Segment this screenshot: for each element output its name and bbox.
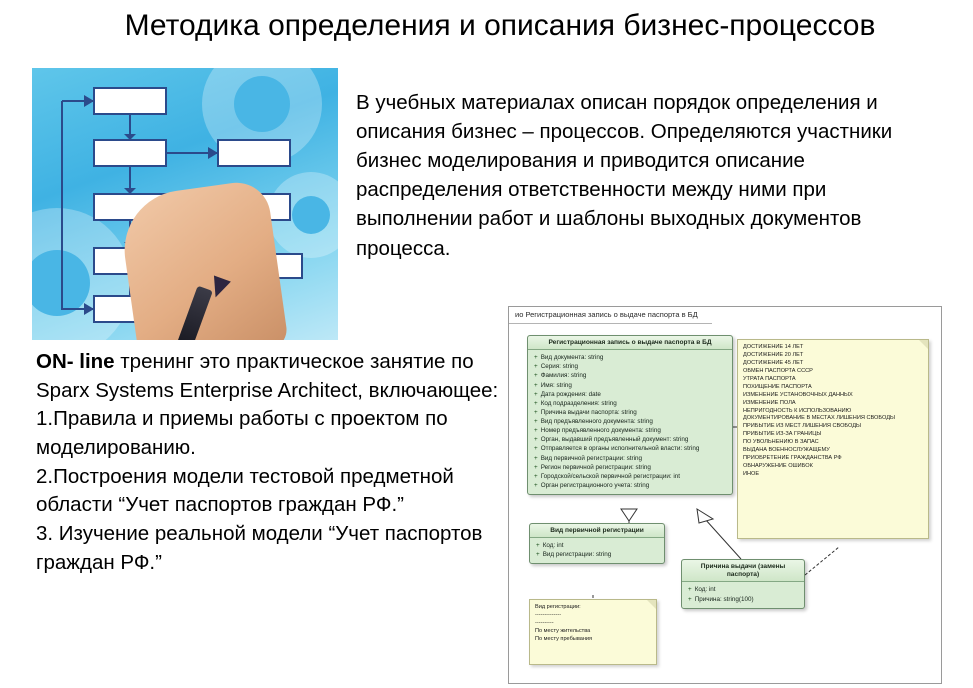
plus-icon: + [534, 363, 538, 371]
plus-icon: + [534, 381, 538, 389]
attribute-text: Код: int [542, 542, 564, 550]
note-line: ИЗМЕНЕНИЕ УСТАНОВОЧНЫХ ДАННЫХ [743, 391, 853, 398]
class-title: Регистрационная запись о выдаче паспорта в БД [548, 339, 712, 346]
list-item [688, 585, 800, 594]
note-line: По месту жительства [535, 627, 591, 634]
note-content [530, 600, 656, 648]
attribute-text: Орган, выдавший предъявленный документ: string [540, 436, 689, 444]
attribute-text: Имя: string [540, 381, 572, 389]
note-line: ПРИОБРЕТЕНИЕ ГРАЖДАНСТВА РФ [743, 455, 842, 462]
list-item [688, 595, 800, 604]
note-line: ДОКУМЕНТИРОВАНИЕ В МЕСТАХ ЛИШЕНИЯ СВОБОДЫ [743, 415, 895, 422]
plus-icon: + [534, 463, 538, 471]
note-line: ПРИБЫТИЕ ИЗ МЕСТ ЛИШЕНИЯ СВОБОДЫ [743, 423, 862, 430]
plus-icon: + [536, 551, 540, 559]
attribute-text: Вид регистрации: string [542, 551, 612, 559]
note-line: По месту пребывания [535, 635, 593, 642]
body-item-2: 2.Построения модели тестовой предметной области “Учет паспортов граждан РФ.” [36, 464, 454, 517]
list-item [534, 481, 728, 490]
attribute-text: Дата рождения: date [540, 390, 601, 398]
page-title: Методика определения и описания бизнес-процессов [124, 9, 876, 42]
list-item [536, 541, 660, 550]
body-item-3: 3. Изучение реальной модели “Учет паспортов граждан РФ.” [36, 522, 483, 574]
plus-icon: + [534, 408, 538, 416]
attribute-text: Городской/сельской первичной регистрации: int [540, 472, 681, 480]
list-item [534, 444, 728, 453]
attribute-text: Причина: string(100) [694, 595, 754, 603]
note-line: ПОХИЩЕНИЕ ПАСПОРТА [743, 383, 812, 390]
note-line: ОБНАРУЖЕНИЕ ОШИБОК [743, 463, 813, 470]
list-item [534, 353, 728, 362]
list-item [534, 399, 728, 408]
attribute-text: Орган регистрационного учета: string [540, 481, 650, 489]
note-line: -------------- [535, 611, 562, 618]
plus-icon: + [688, 586, 692, 594]
note-line: ДОСТИЖЕНИЕ 14 ЛЕТ [743, 344, 804, 350]
class-first-registration-type[interactable] [529, 523, 665, 564]
class-issue-reason[interactable] [681, 559, 805, 609]
note-line: ОБМЕН ПАСПОРТА СССР [743, 367, 813, 374]
class-header [530, 524, 664, 538]
list-item [534, 381, 728, 390]
class-attribute-list [528, 350, 732, 494]
note-line: УТРАТА ПАСПОРТА [743, 375, 796, 382]
plus-icon: + [534, 372, 538, 380]
note-line: ВЫДАНА ВОЕННОСЛУЖАЩЕМУ [743, 447, 830, 454]
attribute-text: Номер предъявленного документа: string [540, 427, 661, 435]
attribute-text: Вид первичной регистрации: string [540, 454, 643, 462]
body-text [36, 348, 506, 578]
attribute-text: Серия: string [540, 363, 579, 371]
plus-icon: + [534, 399, 538, 407]
plus-icon: + [534, 427, 538, 435]
class-attribute-list [682, 582, 804, 607]
list-item [534, 390, 728, 399]
list-item [534, 362, 728, 371]
body-item-1: 1.Правила и приемы работы с проектом по моделированию. [36, 407, 448, 460]
attribute-text: Отправляется в органы исполнительной власти: string [540, 445, 700, 453]
note-issue-reasons[interactable] [737, 339, 929, 539]
plus-icon: + [536, 542, 540, 550]
plus-icon: + [688, 595, 692, 603]
attribute-text: Код подразделения: string [540, 399, 617, 407]
attribute-text: Регион первичной регистрации: string [540, 463, 651, 471]
class-title: Вид первичной регистрации [550, 527, 644, 534]
body-lead-bold: ON- line [36, 350, 115, 373]
list-item [534, 408, 728, 417]
note-content [738, 340, 928, 483]
list-item [534, 463, 728, 472]
attribute-text: Вид предъявленного документа: string [540, 418, 653, 426]
diagram-tab[interactable]: ио Регистрационная запись о выдаче паспорта в БД [509, 307, 712, 324]
class-registration-record[interactable] [527, 335, 733, 495]
class-header [528, 336, 732, 350]
class-attribute-list [530, 538, 664, 563]
note-line: ДОСТИЖЕНИЕ 45 ЛЕТ [743, 359, 804, 366]
class-header [682, 560, 804, 582]
note-line: ИНОЕ [743, 471, 760, 477]
plus-icon: + [534, 418, 538, 426]
class-title: Причина выдачи (замены паспорта) [700, 563, 786, 579]
body-lead-rest: тренинг это практическое занятие по Sparx Systems Enterprise Architect, включающее: [36, 350, 499, 402]
list-item [534, 435, 728, 444]
plus-icon: + [534, 390, 538, 398]
body-lead [36, 348, 506, 405]
note-line: Вид регистрации: [535, 604, 581, 610]
plus-icon: + [534, 472, 538, 480]
attribute-text: Причина выдачи паспорта: string [540, 408, 637, 416]
list-item [534, 371, 728, 380]
attribute-text: Код: int [694, 586, 716, 594]
plus-icon: + [534, 436, 538, 444]
note-registration-kinds[interactable] [529, 599, 657, 665]
attribute-text: Фамилия: string [540, 372, 587, 380]
plus-icon: + [534, 354, 538, 362]
intro-paragraph: В учебных материалах описан порядок определения и описания бизнес – процессов. Определяются участники бизнес моделирования и приводится описание распределения ответственности между ними при выполнении работ и шаблоны выходных документов процесса. [356, 91, 893, 260]
note-line: ---------- [535, 619, 554, 626]
plus-icon: + [534, 445, 538, 453]
note-line: ПО УВОЛЬНЕНИЮ В ЗАПАС [743, 439, 819, 446]
note-line: ДОСТИЖЕНИЕ 20 ЛЕТ [743, 351, 804, 358]
list-item [534, 417, 728, 426]
attribute-text: Вид документа: string [540, 354, 604, 362]
note-line: ИЗМЕНЕНИЕ ПОЛА [743, 399, 796, 406]
list-item [534, 472, 728, 481]
list-item [534, 426, 728, 435]
list-item [536, 550, 660, 559]
ea-diagram-panel [508, 306, 942, 684]
list-item [534, 454, 728, 463]
plus-icon: + [534, 481, 538, 489]
plus-icon: + [534, 454, 538, 462]
illustration-image [32, 68, 338, 340]
note-line: НЕПРИГОДНОСТЬ К ИСПОЛЬЗОВАНИЮ [743, 407, 852, 414]
note-line: ПРИБЫТИЕ ИЗ-ЗА ГРАНИЦЫ [743, 431, 822, 438]
